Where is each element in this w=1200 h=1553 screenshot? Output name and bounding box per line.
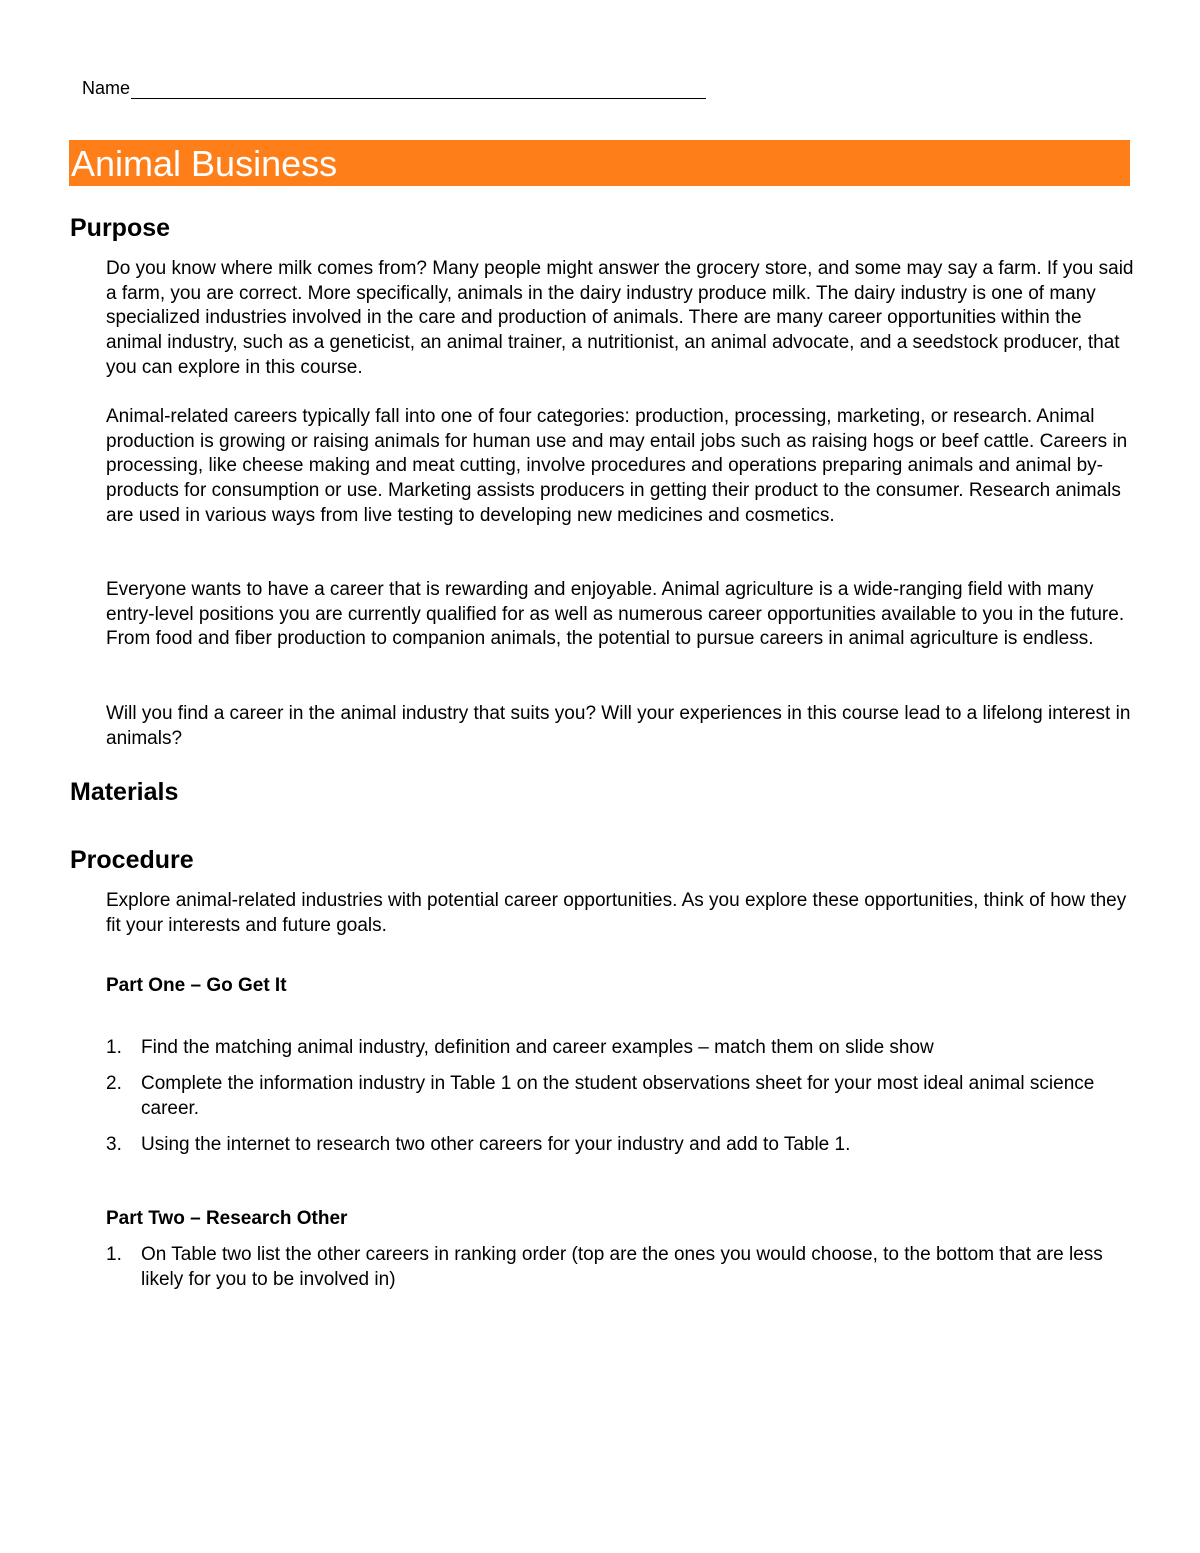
purpose-paragraph-3: Everyone wants to have a career that is rewarding and enjoyable. Animal agriculture is a wide-ranging field with many entry-level positions you are currently qualified for as well as numerous career opportunities available to you in the future. From food and fiber production to companion animals, the potential to pursue careers in animal agriculture is endless.: [106, 579, 1125, 650]
list-item: [106, 1072, 1116, 1121]
part-two-title: Part Two – Research Other: [106, 1208, 348, 1229]
purpose-paragraph-4: Will you find a career in the animal industry that suits you? Will your experiences in this course lead to a lifelong interest in animals?: [106, 703, 1131, 749]
name-label: Name: [82, 78, 131, 98]
purpose-heading: Purpose: [70, 214, 171, 242]
materials-heading: Materials: [70, 778, 179, 806]
procedure-heading: Procedure: [70, 846, 194, 874]
name-blank-line: [131, 80, 706, 99]
list-item: [106, 1243, 1116, 1292]
list-item: [106, 1133, 1116, 1158]
list-text: Using the internet to research two other careers for your industry and add to Table 1.: [141, 1134, 851, 1155]
list-number: 3.: [106, 1134, 122, 1155]
procedure-intro: Explore animal-related industries with potential career opportunities. As you explore these opportunities, think of how they fit your interests and future goals.: [106, 890, 1127, 936]
purpose-paragraph-2: Animal-related careers typically fall into one of four categories: production, processing, marketing, or research. Animal production is growing or raising animals for human use and may entail jobs such as raising hogs or beef cattle. Careers in processing, like cheese making and meat cutting, involve procedures and operations preparing animals and animal by-products for consumption or use. Marketing assists producers in getting their product to the consumer. Research animals are used in various ways from live testing to developing new medicines and cosmetics.: [106, 406, 1128, 526]
title-banner: [69, 140, 1130, 186]
list-number: 1.: [106, 1037, 122, 1058]
list-text: On Table two list the other careers in ranking order (top are the ones you would choose, to the bottom that are less likely for you to be involved in): [141, 1244, 1103, 1290]
name-field: [82, 78, 706, 99]
page-title: Animal Business: [71, 143, 338, 184]
list-number: 1.: [106, 1244, 122, 1265]
list-text: Complete the information industry in Table 1 on the student observations sheet for your most ideal animal science career.: [141, 1073, 1095, 1119]
list-text: Find the matching animal industry, definition and career examples – match them on slide show: [141, 1037, 934, 1058]
list-item: [106, 1036, 1116, 1061]
list-number: 2.: [106, 1073, 122, 1094]
purpose-paragraph-1: Do you know where milk comes from? Many people might answer the grocery store, and some may say a farm. If you said a farm, you are correct. More specifically, animals in the dairy industry produce milk. The dairy industry is one of many specialized industries involved in the care and production of animals. There are many career opportunities within the animal industry, such as a geneticist, an animal trainer, a nutritionist, an animal advocate, and a seedstock producer, that you can explore in this course.: [106, 258, 1134, 378]
part-one-title: Part One – Go Get It: [106, 975, 287, 996]
